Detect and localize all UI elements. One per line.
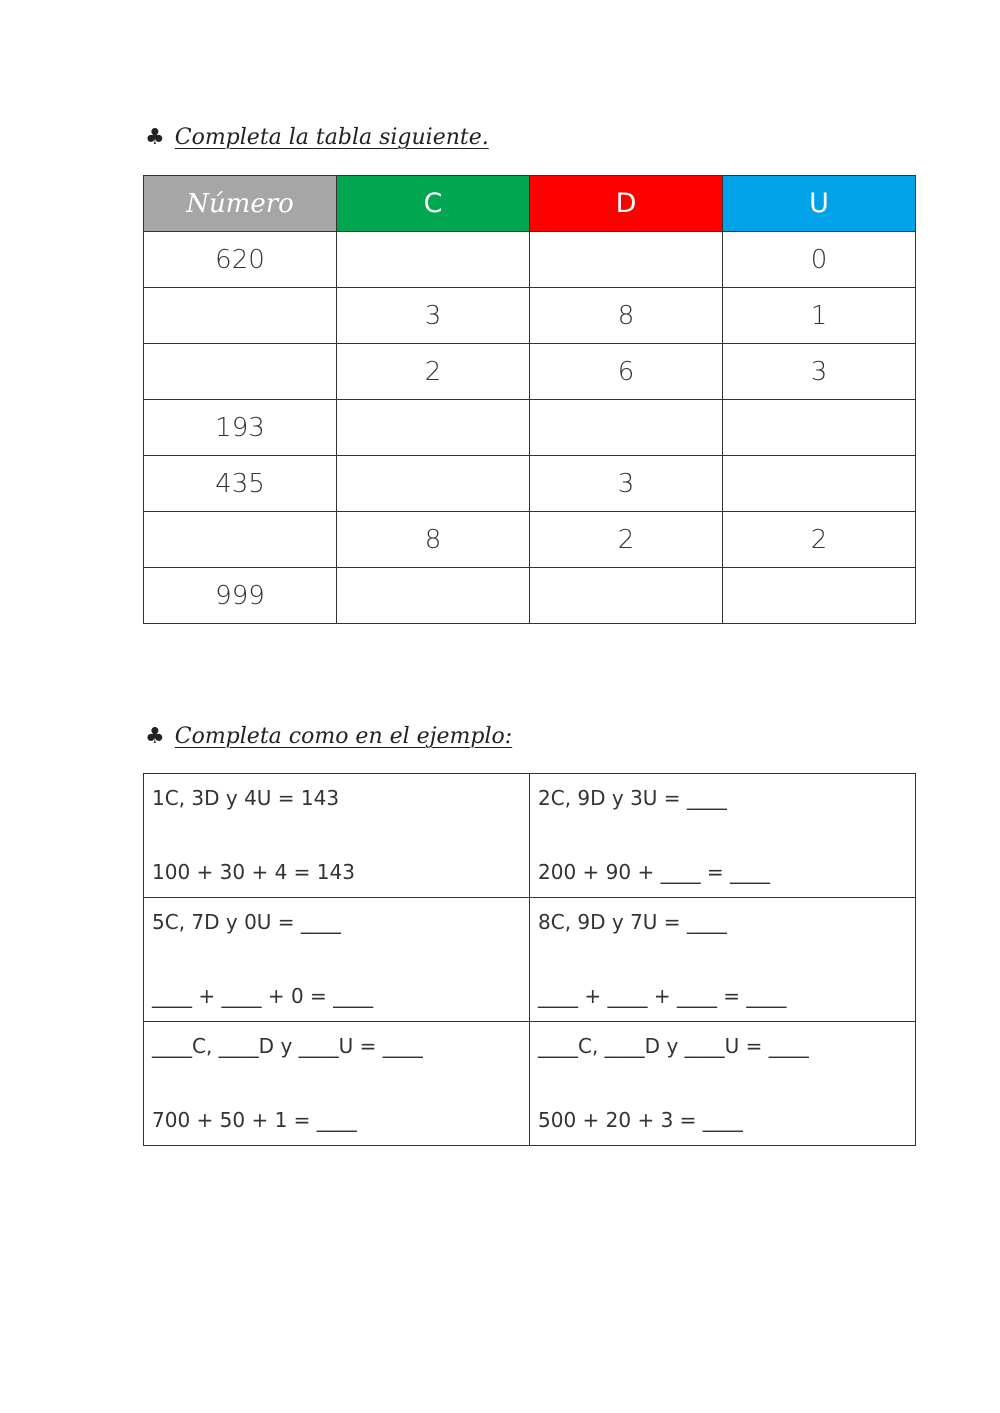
cell-numero[interactable]: 620 <box>144 232 337 288</box>
cell-unidades[interactable]: 0 <box>723 232 916 288</box>
exercise-decomposition[interactable]: 8C, 9D y 7U = ____ <box>538 910 727 934</box>
cell-unidades[interactable]: 1 <box>723 288 916 344</box>
cell-centenas[interactable]: 8 <box>337 512 530 568</box>
examples-row <box>144 1022 916 1146</box>
cell-unidades[interactable] <box>723 400 916 456</box>
header-unidades: U <box>723 176 916 232</box>
exercise-sum[interactable]: 200 + 90 + ____ = ____ <box>538 860 771 884</box>
header-centenas: C <box>337 176 530 232</box>
exercise-sum[interactable]: ____ + ____ + 0 = ____ <box>152 984 374 1008</box>
cell-decenas[interactable]: 2 <box>530 512 723 568</box>
cell-numero[interactable]: 193 <box>144 400 337 456</box>
section-title: Completa como en el ejemplo: <box>174 724 513 749</box>
cell-centenas[interactable]: 3 <box>337 288 530 344</box>
cell-centenas[interactable] <box>337 232 530 288</box>
exercise-decomposition[interactable]: 2C, 9D y 3U = ____ <box>538 786 727 810</box>
header-row <box>144 176 916 232</box>
table-row <box>144 232 916 288</box>
table-row <box>144 288 916 344</box>
exercise-cell[interactable] <box>530 774 916 898</box>
header-decenas: D <box>530 176 723 232</box>
exercise-decomposition[interactable]: ____C, ____D y ____U = ____ <box>538 1034 809 1058</box>
exercise-cell[interactable] <box>530 898 916 1022</box>
club-icon: ♣ <box>145 724 165 749</box>
cell-unidades[interactable]: 3 <box>723 344 916 400</box>
exercise-cell[interactable] <box>144 1022 530 1146</box>
exercise-decomposition[interactable]: ____C, ____D y ____U = ____ <box>152 1034 423 1058</box>
cell-decenas[interactable] <box>530 568 723 624</box>
exercise-sum[interactable]: 500 + 20 + 3 = ____ <box>538 1108 743 1132</box>
table-row <box>144 512 916 568</box>
table-row <box>144 568 916 624</box>
exercise-sum[interactable]: 700 + 50 + 1 = ____ <box>152 1108 357 1132</box>
header-numero: Número <box>144 176 337 232</box>
section-title: Completa la tabla siguiente. <box>174 125 489 150</box>
cell-numero[interactable] <box>144 512 337 568</box>
section-heading-examples <box>145 724 512 749</box>
cell-numero[interactable]: 435 <box>144 456 337 512</box>
cell-decenas[interactable]: 6 <box>530 344 723 400</box>
examples-row <box>144 898 916 1022</box>
cell-decenas[interactable] <box>530 232 723 288</box>
cell-decenas[interactable]: 3 <box>530 456 723 512</box>
exercise-sum[interactable]: ____ + ____ + ____ = ____ <box>538 984 787 1008</box>
cell-centenas[interactable] <box>337 400 530 456</box>
cell-numero[interactable]: 999 <box>144 568 337 624</box>
cell-centenas[interactable] <box>337 568 530 624</box>
example-decomposition: 1C, 3D y 4U = 143 <box>152 786 340 810</box>
cell-decenas[interactable] <box>530 400 723 456</box>
example-sum: 100 + 30 + 4 = 143 <box>152 860 355 884</box>
cell-numero[interactable] <box>144 288 337 344</box>
table-row <box>144 400 916 456</box>
cell-unidades[interactable] <box>723 456 916 512</box>
examples-row <box>144 774 916 898</box>
example-cell <box>144 774 530 898</box>
club-icon: ♣ <box>145 125 165 150</box>
cell-numero[interactable] <box>144 344 337 400</box>
table-row <box>144 456 916 512</box>
cell-unidades[interactable]: 2 <box>723 512 916 568</box>
cell-centenas[interactable]: 2 <box>337 344 530 400</box>
table-row <box>144 344 916 400</box>
examples-table <box>143 773 916 1146</box>
place-value-table <box>143 175 916 624</box>
exercise-cell[interactable] <box>144 898 530 1022</box>
section-heading-table <box>145 125 489 150</box>
cell-centenas[interactable] <box>337 456 530 512</box>
exercise-decomposition[interactable]: 5C, 7D y 0U = ____ <box>152 910 341 934</box>
exercise-cell[interactable] <box>530 1022 916 1146</box>
cell-decenas[interactable]: 8 <box>530 288 723 344</box>
cell-unidades[interactable] <box>723 568 916 624</box>
